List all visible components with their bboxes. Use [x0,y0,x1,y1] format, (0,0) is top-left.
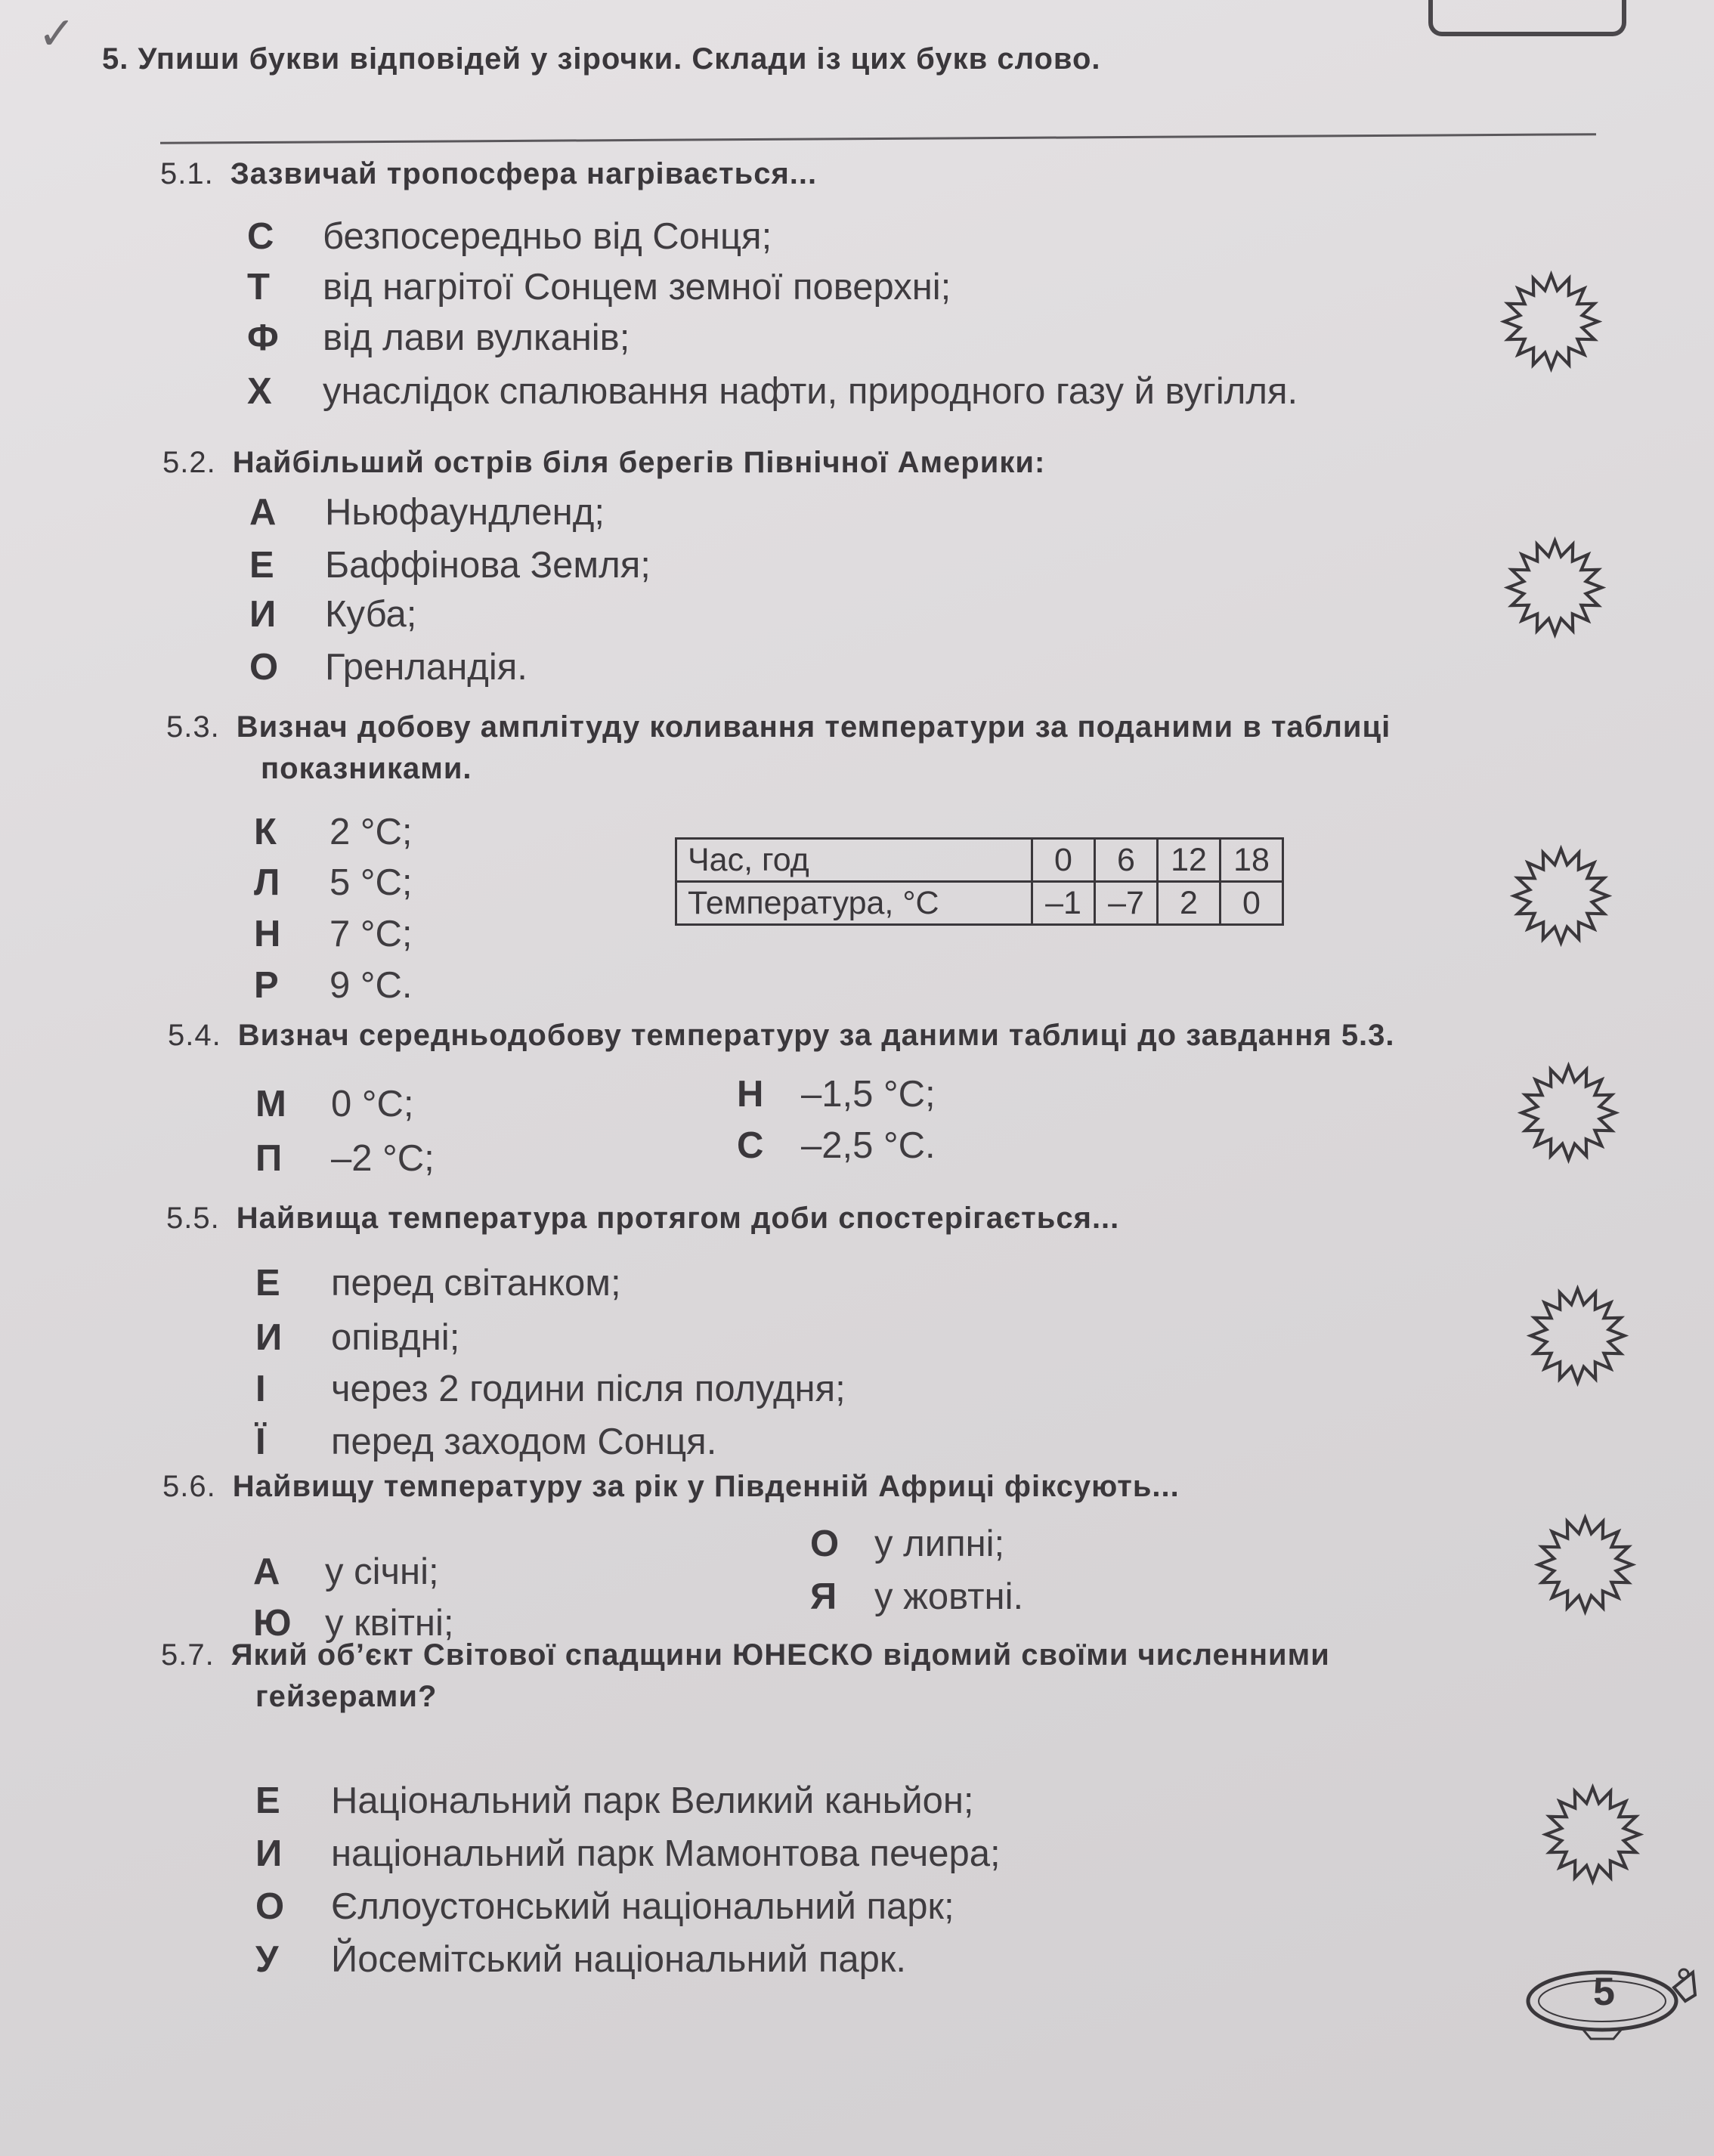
option-5-4-s [737,1124,936,1167]
option-5-5-i [255,1368,846,1410]
option-5-4-n [737,1073,936,1115]
question-5-3 [166,710,1391,786]
question-text: Найвища температура протягом доби спостерігається... [236,1202,1120,1235]
row-label-temperature: Температура, °С [676,882,1032,925]
option-letter: Е [255,1780,280,1821]
option-letter: Х [247,371,272,412]
option-5-5-e [255,1262,621,1304]
question-text-continued: гейзерами? [255,1680,438,1713]
option-text: Баффінова Земля; [325,545,651,586]
option-5-2-y [249,593,416,636]
option-text: опівдні; [331,1317,460,1358]
option-letter: І [255,1369,266,1409]
option-letter: С [247,216,274,257]
option-text: від нагрітої Сонцем земної поверхні; [323,267,951,308]
option-5-1-kh [247,370,1298,413]
option-text: 7 °С; [329,914,413,954]
star-icon[interactable] [1542,1783,1644,1885]
question-text: Зазвичай тропосфера нагрівається... [230,157,818,190]
option-text: перед заходом Сонця. [331,1421,717,1462]
option-letter: Ї [255,1421,266,1462]
option-text: у січні; [325,1551,439,1592]
star-icon[interactable] [1534,1514,1636,1616]
option-5-5-y [255,1316,459,1359]
option-text: 9 °С. [329,965,413,1006]
option-text: унаслідок спалювання нафти, природного газу й вугілля. [323,371,1298,412]
option-letter: О [249,647,279,688]
option-letter: О [810,1523,840,1564]
answer-word-line[interactable] [160,133,1596,144]
task-title: 5. Упиши букви відповідей у зірочки. Склади із цих букв слово. [102,42,1101,76]
option-5-2-a [249,491,605,534]
table-cell: 18 [1221,839,1283,882]
option-5-3-r [254,964,412,1007]
checkmark-icon: ✓ [38,8,76,59]
option-5-5-yi [255,1421,716,1463]
option-text: –2,5 °С. [801,1125,936,1166]
option-text: у квітні; [325,1603,454,1644]
star-icon[interactable] [1518,1062,1620,1164]
option-letter: С [737,1125,764,1166]
option-5-4-m [255,1083,413,1125]
option-letter: Ф [247,317,279,358]
question-text: Найвищу температуру за рік у Південній Африці фіксують... [232,1470,1180,1503]
option-5-3-k [254,811,412,853]
option-5-6-ya [810,1576,1023,1618]
option-5-3-n [254,913,412,955]
option-text: Ньюфаундленд; [325,492,605,533]
option-letter: Е [255,1263,280,1304]
row-label-time: Час, год [676,839,1032,882]
option-letter: Я [810,1576,837,1617]
option-letter: И [249,594,277,635]
question-number: 5.5. [166,1202,220,1235]
table-cell: 0 [1221,882,1283,925]
option-text: від лави вулканів; [323,317,630,358]
question-number: 5.6. [162,1470,216,1503]
table-cell: –1 [1032,882,1095,925]
option-text: 5 °С; [329,862,413,903]
option-5-2-o [249,646,528,688]
temperature-table [675,837,1284,926]
option-text: через 2 години після полудня; [331,1369,846,1409]
option-text: у жовтні. [874,1576,1024,1617]
option-5-7-u [255,1938,906,1981]
option-text: –1,5 °С; [801,1074,936,1115]
option-text: у липні; [874,1523,1005,1564]
option-letter: К [254,812,277,852]
option-text: 2 °С; [329,812,413,852]
page-number: 5 [1593,1970,1615,2014]
option-letter: Р [254,965,279,1006]
option-text: Йосемітський національний парк. [331,1939,906,1980]
option-text: 0 °С; [331,1084,414,1124]
option-5-7-y [255,1833,1001,1875]
table-cell: –7 [1095,882,1158,925]
option-letter: П [255,1138,283,1179]
option-letter: М [255,1084,286,1124]
star-icon[interactable] [1504,537,1606,639]
question-number: 5.4. [168,1019,221,1052]
option-text: перед світанком; [331,1263,621,1304]
option-letter: Н [737,1074,764,1115]
star-icon[interactable] [1500,271,1602,373]
option-text: Єллоустонський національний парк; [331,1886,954,1927]
question-number: 5.3. [166,710,220,744]
question-text: Який об’єкт Світової спадщини ЮНЕСКО відомий своїми численними [230,1638,1330,1672]
table-cell: 12 [1158,839,1221,882]
question-text-continued: показниками. [261,752,472,785]
option-letter: И [255,1317,283,1358]
table-cell: 0 [1032,839,1095,882]
option-letter: О [255,1886,285,1927]
option-5-7-o [255,1885,954,1928]
option-5-1-t [247,266,951,308]
page-number-badge [1523,1957,1700,2040]
option-letter: У [255,1939,279,1980]
question-5-5 [166,1202,1119,1236]
question-5-4 [168,1019,1395,1053]
table-cell: 6 [1095,839,1158,882]
option-5-3-l [254,861,412,904]
option-5-4-p [255,1137,435,1180]
option-letter: А [253,1551,280,1592]
option-text: Національний парк Великий каньйон; [331,1780,974,1821]
question-number: 5.2. [162,446,216,479]
table-row-time [676,839,1283,882]
question-number: 5.1. [160,157,214,190]
option-letter: Н [254,914,281,954]
option-letter: Т [247,267,270,308]
option-letter: Ю [253,1603,292,1644]
option-text: –2 °С; [331,1138,435,1179]
option-text: національний парк Мамонтова печера; [331,1833,1001,1874]
question-5-6 [162,1470,1180,1504]
option-5-7-e [255,1780,974,1822]
option-letter: И [255,1833,283,1874]
star-icon[interactable] [1527,1285,1629,1387]
question-number: 5.7. [161,1638,215,1672]
option-5-1-s [247,215,772,258]
option-5-6-o [810,1523,1004,1565]
option-letter: Л [254,862,280,903]
question-text: Визнач добову амплітуду коливання температури за поданими в таблиці [236,710,1391,744]
option-text: Гренландія. [325,647,528,688]
option-letter: Е [249,545,274,586]
option-5-6-a [253,1551,439,1593]
option-5-1-f [247,317,630,359]
star-icon[interactable] [1510,845,1612,947]
question-5-7 [161,1638,1330,1714]
question-5-1 [160,157,817,191]
question-text: Найбільший острів біля берегів Північної Америки: [232,446,1046,479]
option-text: Куба; [325,594,417,635]
option-5-2-e [249,544,651,586]
option-letter: А [249,492,277,533]
question-text: Визнач середньодобову температуру за даними таблиці до завдання 5.3. [237,1019,1395,1052]
option-text: безпосередньо від Сонця; [323,216,772,257]
question-5-2 [162,446,1045,480]
header-frame [1428,0,1626,36]
table-cell: 2 [1158,882,1221,925]
table-row-temperature [676,882,1283,925]
